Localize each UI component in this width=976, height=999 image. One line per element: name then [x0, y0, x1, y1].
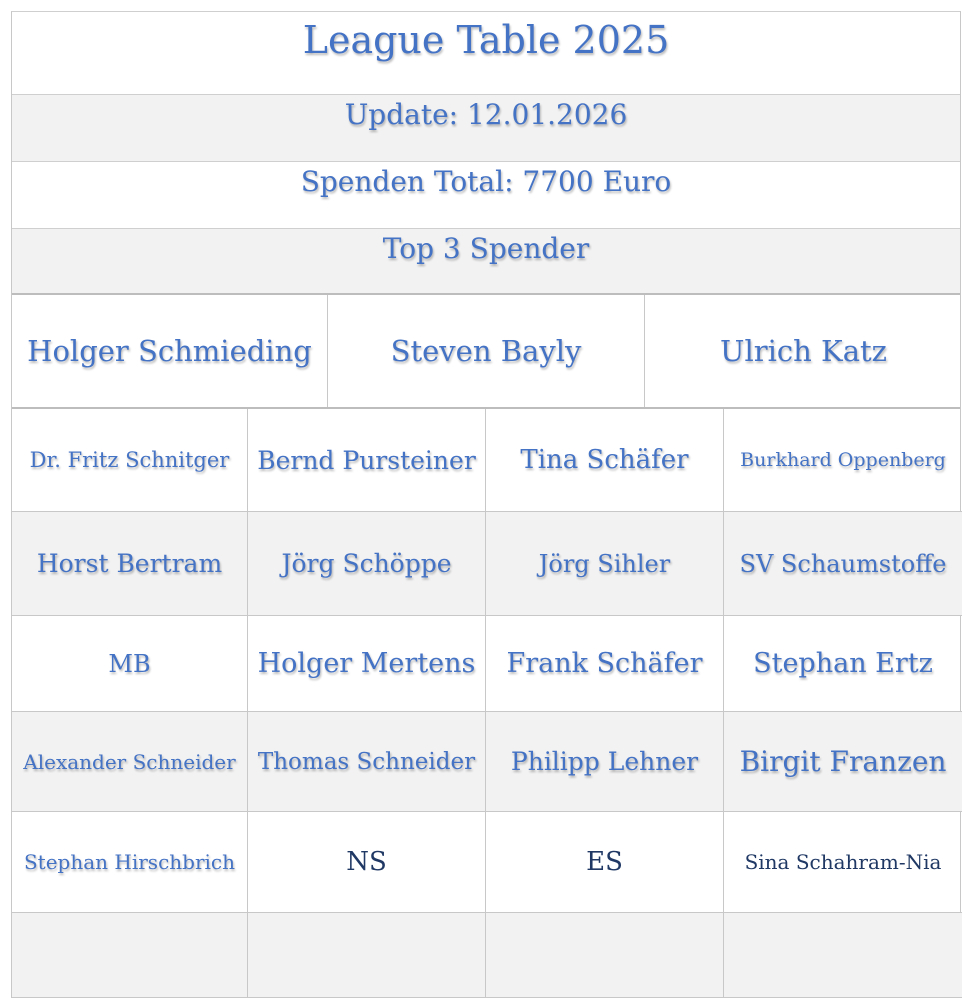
donor-cell: NS [248, 812, 486, 913]
donor-cell: Philipp Lehner [486, 712, 724, 812]
empty-cell [486, 913, 724, 998]
table-title: League Table 2025 [12, 12, 960, 95]
donor-cell: Jörg Schöppe [248, 512, 486, 616]
donor-cell: Stephan Hirschbrich [12, 812, 248, 913]
donor-cell: Birgit Franzen [724, 712, 962, 812]
top3-row [12, 295, 960, 409]
league-table [11, 11, 961, 998]
donor-cell: Jörg Sihler [486, 512, 724, 616]
donation-total: Spenden Total: 7700 Euro [12, 162, 960, 229]
top3-heading: Top 3 Spender [12, 229, 960, 295]
donor-cell: Tina Schäfer [486, 409, 724, 512]
empty-cell [248, 913, 486, 998]
donor-cell: MB [12, 616, 248, 712]
donor-cell: Stephan Ertz [724, 616, 962, 712]
donor-cell: Dr. Fritz Schnitger [12, 409, 248, 512]
donor-cell: Alexander Schneider [12, 712, 248, 812]
empty-cell [12, 913, 248, 998]
top3-donor-2: Steven Bayly [328, 295, 645, 407]
donor-cell: ES [486, 812, 724, 913]
empty-cell [724, 913, 962, 998]
donor-cell: Bernd Pursteiner [248, 409, 486, 512]
update-date: Update: 12.01.2026 [12, 95, 960, 162]
top3-donor-1: Holger Schmieding [12, 295, 328, 407]
donor-grid [12, 409, 960, 998]
donor-cell: Burkhard Oppenberg [724, 409, 962, 512]
donor-cell: Thomas Schneider [248, 712, 486, 812]
top3-donor-3: Ulrich Katz [720, 334, 887, 368]
donor-cell: Holger Mertens [248, 616, 486, 712]
donor-cell: SV Schaumstoffe [724, 512, 962, 616]
donor-cell: Horst Bertram [12, 512, 248, 616]
donor-cell: Frank Schäfer [486, 616, 724, 712]
donor-cell: Sina Schahram-Nia [724, 812, 962, 913]
